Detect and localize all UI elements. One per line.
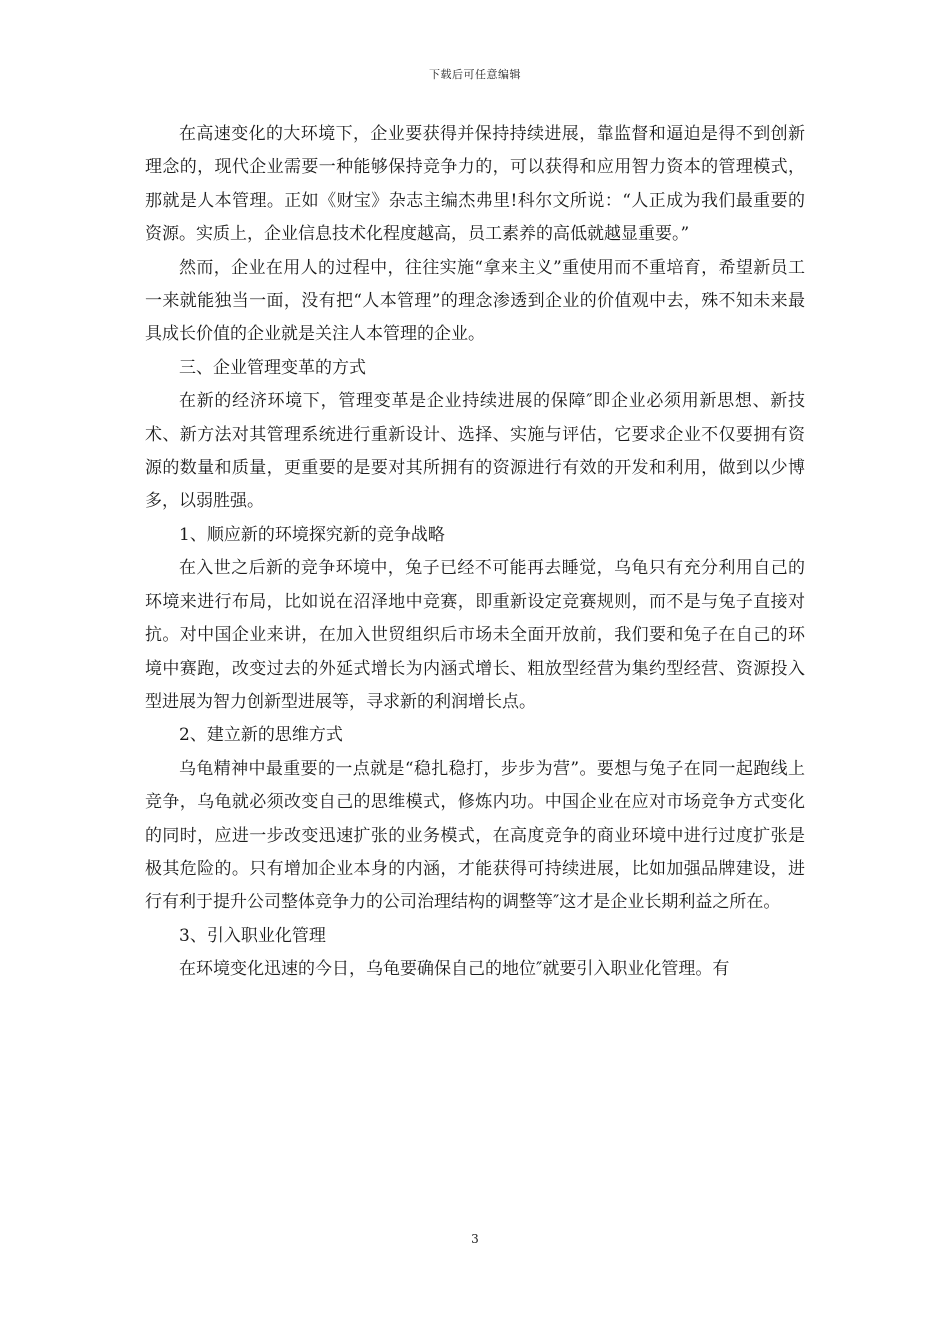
subheading-professional-management: 3、引入职业化管理 (179, 925, 326, 946)
page-header: 下载后可任意编辑 (429, 68, 521, 81)
paragraph-training: 然而，企业在用人的过程中，往往实施“拿来主义”重使用而不重培育，希望新员工一来就能独当一面，没有把“人本管理”的理念渗透到企业的价值观中去，殊不知未来最具成长价值的企业就是关注人本管理的企业。 (145, 257, 805, 345)
document-body (145, 118, 805, 987)
paragraph-thinking-mode: 乌龟精神中最重要的一点就是“稳扎稳打，步步为营”。要想与兔子在同一起跑线上竞争，乌龟就必须改变自己的思维模式，修炼内功。中国企业在应对市场竞争方式变化的同时，应进一步改变迅速扩张的业务模式，在高度竞争的商业环境中进行过度扩张是极其危险的。只有增加企业本身的内涵，才能获得可持续进展，比如加强品牌建设，进行有利于提升公司整体竞争力的公司治理结构的调整等″这才是企业长期利益之所在。 (145, 758, 805, 913)
paragraph-management-change: 在新的经济环境下，管理变革是企业持续进展的保障″即企业必须用新思想、新技术、新方法对其管理系统进行重新设计、选择、实施与评估，它要求企业不仅要拥有资源的数量和质量，更重要的是要对其所拥有的资源进行有效的开发和利用，做到以少博多，以弱胜强。 (145, 391, 805, 512)
subheading-thinking-mode: 2、建立新的思维方式 (179, 725, 343, 746)
page-number: 3 (471, 1232, 479, 1246)
subheading-competitive-strategy: 1、顺应新的环境探究新的竞争战略 (179, 524, 445, 545)
paragraph-competitive-strategy: 在入世之后新的竞争环境中，兔子已经不可能再去睡觉，乌龟只有充分利用自己的环境来进行布局，比如说在沼泽地中竞赛，即重新设定竞赛规则，而不是与兔子直接对抗。对中国企业来讲，在加入世贸组织后市场未全面开放前，我们要和兔子在自己的环境中赛跑，改变过去的外延式增长为内涵式增长、粗放型经营为集约型经营、资源投入型进展为智力创新型进展等，寻求新的利润增长点。 (145, 558, 805, 712)
section-heading-management-change: 三、企业管理变革的方式 (179, 357, 366, 378)
paragraph-professional-management: 在环境变化迅速的今日，乌龟要确保自己的地位″就要引入职业化管理。有 (179, 959, 730, 980)
paragraph-human-capital: 在高速变化的大环境下，企业要获得并保持持续进展，靠监督和逼迫是得不到创新理念的，现代企业需要一种能够保持竞争力的，可以获得和应用智力资本的管理模式，那就是人本管理。正如《财宝》杂志主编杰弗里!科尔文所说：“人正成为我们最重要的资源。实质上，企业信息技术化程度越高，员工素养的高低就越显重要。” (145, 124, 805, 245)
